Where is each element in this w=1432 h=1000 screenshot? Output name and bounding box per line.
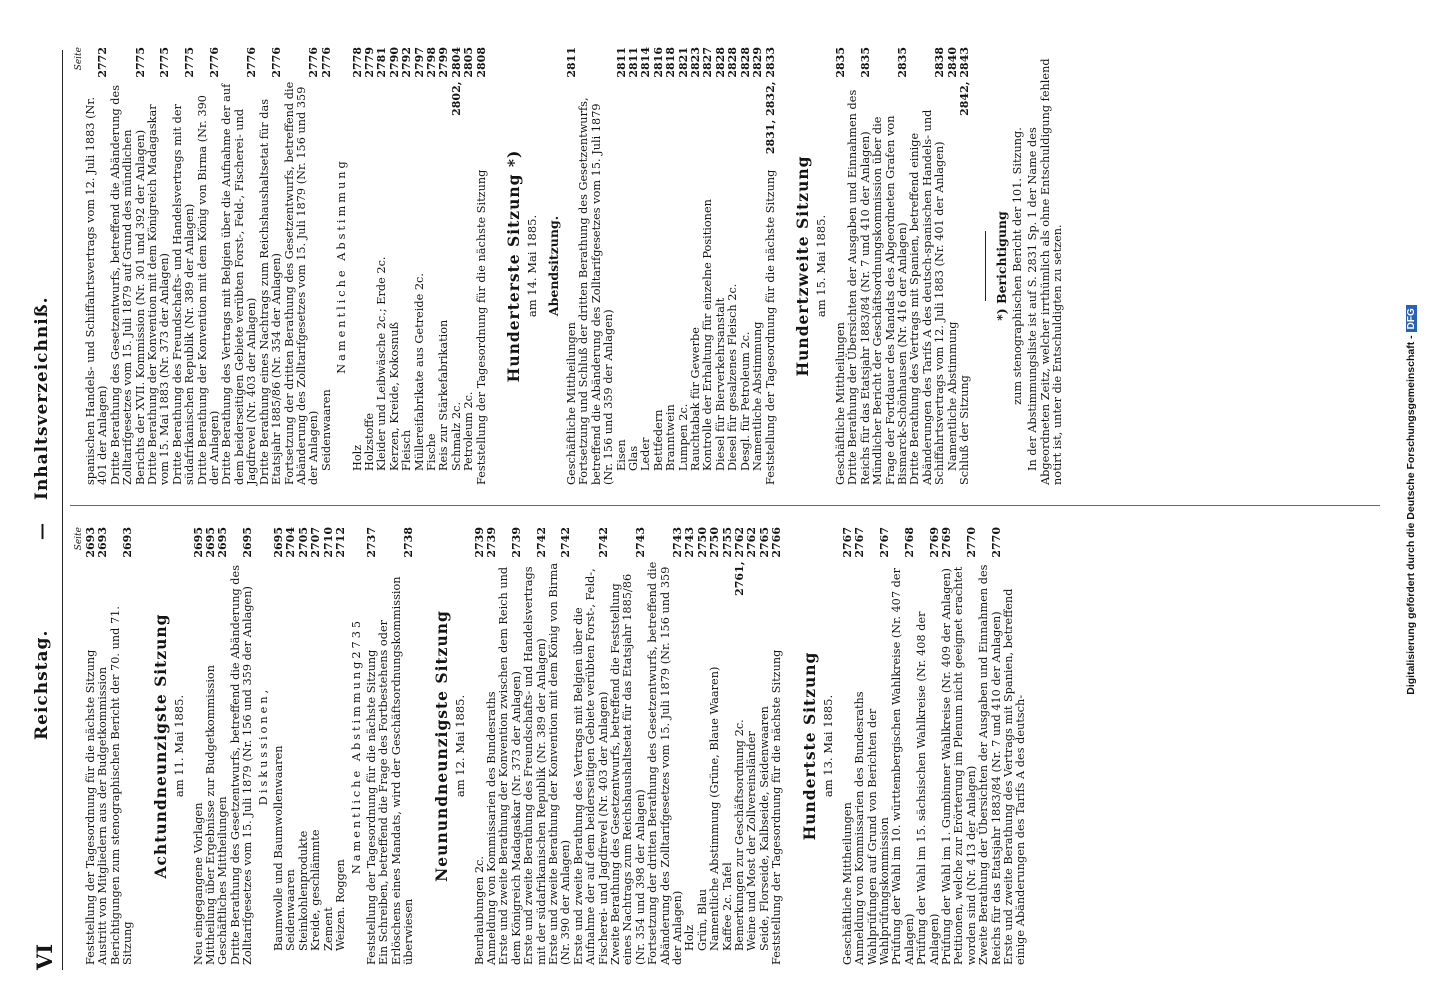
toc-entry-text: Neu eingegangene Vorlagen [191,802,205,965]
toc-entry-text: Holz [683,924,697,951]
toc-entry-text: Berichtigungen zum stenographischen Bericht der 70. und 71. Sitzung [108,606,135,965]
toc-page-number: 2712 [334,527,348,558]
toc-entry-text: Geschäftliche Mittheilungen [833,322,847,485]
toc-page-number: 2828 [726,47,740,78]
toc-page-number: 2695 [241,527,255,558]
toc-entry-text: Diesel für Bierverkehrsanstalt [713,297,727,471]
toc-entry-text: Dritte Berathung der Übersichten der Ausgaben und Einnahmen des Reichs für das Etatsjahr 1883/84 (Nr. 7 und 410 der Anlagen) [846,89,872,485]
toc-entry-text: Bettfedern [651,409,665,471]
toc-entry [578,47,615,485]
toc-entry-text: Feststellung der Tagesordnung für die nächste Sitzung [84,649,97,965]
toc-page-number: 2739 [484,527,498,558]
left-column [74,527,1028,965]
toc-entry [110,47,147,485]
toc-page-number: 2710 [321,527,335,558]
toc-page-number: 2792 [400,47,414,78]
toc-entry-text: Steinkohlenprodukte [296,830,310,951]
toc-subheading [336,47,348,485]
toc-page-number: 2772 [96,47,110,78]
toc-entry-text: Erste und zweite Berathung der Konvention mit dem König von Birma (Nr. 390 der Anlagen) [546,562,573,965]
right-column [74,47,1065,485]
toc-page-number: 2695 [216,527,230,558]
toc-entry-text: Leder [639,437,653,471]
toc-page-number: 2827 [701,47,715,78]
toc-entry-text: Zweite Berathung der Übersichten der Ausgaben und Einnahmen des Reichs für das Etatsjahr 1883/84 (Nr. 7 und 410 der Anlagen) [977,564,1003,965]
toc-entry-text: Erste und zweite Berathung des Vertrags mit Belgien über die Aufnahme der auf dem beiderseitigen Gebiete verübten Forst-, Feld-, Fischerei- und Jagdfrevel (Nr. 403 der Anlagen) [571,568,610,965]
toc-entry-text: Dritte Berathung der Konvention mit dem Königreich Madagaskar vom 15. Mai 1883 (Nr. 373 der Anlagen) [146,104,172,485]
session-title: Hunderterste Sitzung *) [504,149,523,383]
toc-page-number: 2767 [853,527,867,558]
session-title: Hundertzweite Sitzung [792,155,812,377]
toc-page-number: 2835 [895,47,909,78]
toc-page-number: 2823 [689,47,703,78]
dfg-logo: DFG [1406,305,1417,332]
toc-entry-text: Austritt von Mitgliedern aus der Budgetkommission [96,666,110,965]
page-header [32,40,62,970]
toc-entry-text: Kleider und Leibwäsche 2c.; Erde 2c. [375,256,389,471]
session-date: am 13. Mai 1885. [820,694,835,798]
header-rule [62,50,63,970]
digitization-credit [1405,190,1421,810]
toc-entry-text: Diskussionen, [256,686,270,806]
toc-entry [548,527,573,965]
toc-page-number: 2707 [309,527,323,558]
toc-page-number: 2779 [362,47,376,78]
toc-entry [891,527,916,965]
toc-entry [523,527,548,965]
toc-entry [610,527,647,965]
running-head-separator: — [32,523,52,540]
toc-page-number: 2765 [757,527,771,558]
toc-entry [498,527,523,965]
toc-page-number: 2811 [614,47,628,78]
toc-entry [389,47,401,485]
toc-entry-text: Prüfung der Wahl im 10. württembergischen Wahlkreise (Nr. 407 der Anlagen) [890,568,916,965]
toc-entry-text: Dritte Berathung eines Nachtrags zum Reichshaushaltsetat für das Etatsjahr 1885/86 (Nr. 354 der Anlagen) [257,99,284,485]
toc-entry-text: Fortsetzung der dritten Berathung des Gesetzentwurfs, betreffend die Abänderung des Zolltarifgesetzes vom 15. Juli 1879 (Nr. 156 und 359 der Anlagen) [282,81,321,485]
toc-entry-text: Prüfung der Wahl im 15. sächsischen Wahlkreise (Nr. 408 der Anlagen) [915,611,941,965]
entry-list [474,527,784,965]
toc-page-number: 2738 [402,527,416,558]
toc-entry-text: Mündlicher Bericht der Geschäftsordnungskommission über die Frage der Fortdauer des Mandats des Abgeordneten Grafen von Bismarck-Schönhausen (Nr. 416 der Anlagen) [871,115,909,485]
toc-page-number: 2835 [858,47,872,78]
toc-entry-text: Erste und zweite Berathung des Vertrags mit Spanien, betreffend einige Abänderungen des Tarifs A des deutsch- [1001,588,1028,965]
toc-entry-text: Weine und Most der Zollvereinsländer [745,731,759,951]
toc-subheading [258,527,270,965]
toc-entry-text: Namentliche Abstimmung [349,658,363,875]
session-date: am 12. Mai 1885. [452,694,467,798]
toc-entry-text: spanischen Handels- und Schiffahrtsvertrags vom 12. Juli 1883 (Nr. 401 der Anlagen) [84,96,110,485]
toc-page-number: 2829 [751,47,765,78]
toc-page-number: 2704 [284,527,298,558]
toc-page-number: 2693 [96,527,110,558]
toc-page-number: 2742 [559,527,573,558]
entry-list [566,47,777,485]
toc-entry-text: Müllereifabrikate aus Getreide 2c. [412,273,426,471]
toc-entry [916,527,941,965]
running-title: Inhaltsverzeichniß. [32,296,52,500]
seite-label: Seite [74,527,84,551]
toc-entry-text: Weizen. Roggen [334,859,348,951]
toc-page-number: 2816 [651,47,665,78]
toc-page-number: 2767 [877,527,891,558]
toc-page-number: 2775 [158,47,172,78]
toc-entry-text: Zement [321,907,335,951]
toc-page-number: 2778 [350,47,364,78]
toc-entry-text: Schluß der Sitzung [957,375,971,485]
toc-page-number: 2761, 2762 [733,527,747,596]
toc-entry-text: Fortsetzung der dritten Berathung des Gesetzentwurfs, betreffend die Abänderung des Zolltarifgesetzes vom 15. Juli 1879 (Nr. 156 und 359 der Anlagen) [646,561,685,965]
toc-entry-text: Wahlprüfungen auf Grund von Berichten der Wahlprüfungskommission [865,708,891,965]
toc-page-number: 2750 [695,527,709,558]
toc-page-number: 2693 [121,527,135,558]
toc-entry-text: Diesel für gesalzenes Fleisch 2c. [726,283,740,471]
toc-page-number: 2770 [989,527,1003,558]
toc-entry [378,527,415,965]
toc-page-number: 2743 [683,527,697,558]
toc-page-number: 2838 [933,47,947,78]
page-number: VI [32,943,57,970]
toc-page-number: 2776 [208,47,222,78]
toc-page-number: 2835 [833,47,847,78]
toc-entry-text: Petroleum 2c. [462,391,476,471]
session-date: am 15. Mai 1885. [813,214,828,318]
session-title: Neunundneunzigste Sitzung [431,610,451,882]
toc-page-number: 2811 [565,47,578,78]
session-date: am 14. Mai 1885. [525,214,539,318]
toc-entry-text: Fleisch [400,429,414,471]
toc-entry-text: Namentliche Abstimmung (Grüne, Blaue Waaren) [708,666,722,951]
toc-page-number: 2776 [245,47,259,78]
session-title: Hundertste Sitzung [799,651,819,841]
toc-entry-text: Dritte Berathung des Freundschafts- und Handelsvertrags mit der südafrikanischen Republik (Nr. 389 der Anlagen) [170,104,197,485]
toc-entry-text: Namentliche Abstimmung [335,158,349,374]
toc-entry-text: Desgl. für Petroleum 2c. [738,331,752,471]
session-subheading: Abendsitzung. [546,215,561,317]
toc-entry [197,47,222,485]
toc-entry-text: Feststellung der Tagesordnung für die nächste Sitzung [763,169,777,485]
toc-page-number: 2695 [191,527,205,558]
toc-entry-text: Geschäftliche Mittheilungen [840,802,854,965]
toc-page-number: 2798 [424,47,438,78]
toc-entry [147,47,172,485]
footnote-rule [985,231,986,301]
toc-entry-text: Branntwein [664,404,678,471]
toc-entry [230,527,255,965]
toc-page-number: 2743 [633,527,647,558]
toc-page-number: 2767 [840,527,854,558]
toc-entry [628,47,640,485]
toc-entry [847,47,872,485]
toc-entry-text: Fische [424,433,438,471]
toc-entry [647,527,684,965]
toc-entry-text: Erste und zweite Berathung der Konvention zwischen dem Reich und dem Königreich Madagaskar (Nr. 373 der Anlagen) [497,566,523,965]
toc-entry-text: Anmeldung von Kommissarien des Bundesraths [853,691,867,965]
toc-page-number: 2742 [534,527,548,558]
toc-entry-text: Beurlaubungen 2c. [472,856,486,965]
entry-list [193,527,416,965]
toc-page-number: 2705 [296,527,310,558]
seite-label: Seite [74,47,84,71]
toc-entry-text: Reis zur Stärkefabrikation [437,319,451,471]
toc-entry [978,527,1003,965]
toc-page-number: 2739 [472,527,486,558]
toc-page-number: 2776 [270,47,284,78]
toc-page-number: 2742 [596,527,610,558]
toc-page-number: 2695 [204,527,218,558]
toc-entry [110,527,135,965]
toc-page-number: 2811 [627,47,641,78]
toc-page-number: 2695 [272,527,286,558]
session-date: am 11. Mai 1885. [171,694,186,798]
toc-entry-text: Lumpen 2c. [676,403,690,471]
entry-list [85,47,488,485]
toc-entry-text: Seide, Florseide, Kalbseide, Seidenwaaren [757,706,771,951]
toc-page-number: 2821 [676,47,690,78]
toc-page-number: 2799 [437,47,451,78]
toc-entry [259,47,284,485]
toc-entry-text: Seidenwaaren [284,869,298,951]
toc-entry-text: Feststellung der Tagesordnung für die nächste Sitzung [770,649,784,965]
toc-entry-text: Kaffee 2c. Tafel [720,862,734,951]
toc-entry-text: Kerzen, Kreide, Kokosnuß [387,321,401,471]
toc-entry-text: Petitionen, welche zur Erörterung im Plenum nicht geeignet erachtet worden sind (Nr. 413 der Anlagen) [952,566,978,965]
toc-entry-text: Namentliche Abstimmung [945,321,959,471]
toc-entry-text: Anmeldung von Kommissarien des Bundesraths [484,691,498,965]
toc-entry-text: Dritte Berathung des Vertrags mit Spanien, betreffend einige Abänderungen des Tarifs A des deutsch-spanischen Handels- und Schiffahrtsvertrags vom 12. Juli 1883 (Nr. 401 der Anlagen) [908,109,947,485]
toc-page-number: 2693 [84,527,97,558]
toc-entry-text: Dritte Berathung des Gesetzentwurfs, betreffend die Abänderung des Zolltarifgesetzes vom 15. Juli 1879 (Nr. 156 und 359 der Anlagen) [228,564,255,965]
toc-entry [867,527,892,965]
toc-entry [909,47,946,485]
toc-entry-text: Eisen [614,439,628,471]
toc-entry [335,527,347,965]
toc-entry [616,47,628,485]
toc-entry-text: Namentliche Abstimmung [751,321,765,471]
toc-entry-text: Dritte Berathung des Gesetzentwurfs, betreffend die Abänderung des Zolltarifgesetzes vom 15. Juli 1879 auf Grund des mündlichen Berichts der XVII. Kommission (Nr. 301 und 392 der Anlagen) [108,84,147,485]
toc-entry-text: Dritte Berathung der Konvention mit dem König von Birma (Nr. 390 der Anlagen) [195,95,222,485]
toc-page-number: 2739 [509,527,523,558]
toc-entry [872,47,909,485]
toc-page-number: 2842, 2843 [957,47,971,116]
toc-entry [310,527,322,965]
toc-page-number: 2768 [902,527,916,558]
toc-entry [765,47,777,485]
toc-entry-text: Geschäftliche Mittheilungen [565,322,578,485]
toc-entry-text: Prüfung der Wahl im 1. Gumbinner Wahlkreise (Nr. 409 der Anlagen) [939,568,953,965]
toc-page-number: 2776 [319,47,333,78]
toc-page-number: 2802, 2804 [449,47,463,116]
toc-page-number: 2828 [713,47,727,78]
toc-page-number: 2775 [133,47,147,78]
toc-entry-text: Glas [627,445,641,471]
toc-page-number: 2797 [412,47,426,78]
toc-entry-text: Erste und zweite Berathung des Freundschafts- und Handelsvertrags mit der südafrikanischen Republik (Nr. 389 der Anlagen) [522,566,548,965]
toc-entry [284,47,321,485]
toc-page-number: 2735 [349,617,363,659]
toc-page-number: 2808 [474,47,488,78]
session-title: Achtundneunzigste Sitzung [150,613,170,879]
footnote-title: *) Berichtigung [994,211,1010,321]
toc-entry-text: Dritte Berathung des Vertrags mit Belgien über die Aufnahme der auf dem beiderseitigen Gebiete verübten Forst-, Feld-, Fischerei- und Jagdfrevel (Nr. 403 der Anlagen) [220,83,259,485]
toc-entry-text: Holzstoffe [362,412,376,471]
toc-page-number: 2750 [708,527,722,558]
toc-entry-text: Rauchtabak für Gewerbe [689,327,703,471]
toc-entry [85,47,110,485]
toc-entry-text: Grün, Blau [695,888,709,951]
toc-page-number: 2743 [671,527,685,558]
toc-entry-text: Ein Schreiben, betreffend die Frage des Fortbestehens oder Erlöschens eines Mandats, wird der Geschäftsordnungskommission überwiesen [377,576,416,965]
toc-entry [321,47,333,485]
toc-page-number: 2805 [462,47,476,78]
toc-entry [414,47,426,485]
running-head: Reichstag. [32,629,52,740]
toc-page-number: 2770 [964,527,978,558]
toc-entry [172,47,197,485]
entry-list [85,527,135,965]
toc-entry-text: Baumwolle und Baumwollenwaaren [272,745,286,951]
toc-entry-text: Bemerkungen zur Geschäftsordnung 2c. [733,719,747,951]
toc-entry [1003,527,1028,965]
footnote-text: In der Abstimmungsliste ist auf S. 2831 Sp. 1 der Name des Abgeordneten Zeitz, welcher irrthümlich als ohne Entschuldigung fehlend notirt ist, unter die Entschuldigten zu setzen. [1026,58,1065,485]
toc-entry-text: Schmalz 2c. [449,401,463,471]
toc-entry [953,527,978,965]
toc-page-number: 2776 [307,47,321,78]
toc-page-number: 2840 [945,47,959,78]
toc-page-number: 2769 [939,527,953,558]
toc-entry-text: Holz [350,444,364,471]
toc-page-number: 2781 [375,47,389,78]
toc-entry-text: Kontrolle der Erhaltung für einzelne Positionen [701,199,715,471]
toc-entry-text: Kreide, geschlämmte [309,829,323,951]
toc-page-number: 2762 [745,527,759,558]
toc-page-number: 2814 [639,47,653,78]
column-divider [70,505,1380,506]
toc-entry-text: Zweite Berathung des Gesetzentwurfs, betreffend die Feststellung eines Nachtrags zum Reichshaushaltsetat für das Etatsjahr 1885/86 (Nr. 354 und 398 der Anlagen) [609,573,647,965]
toc-entry-text: Geschäftliches Mittheilungen [216,796,230,965]
toc-page-number: 2775 [183,47,197,78]
toc-page-number: 2755 [720,527,734,558]
toc-entry-text: Fortsetzung und Schluß der dritten Berathung des Gesetzentwurfs, betreffend die Abänderung des Zolltarifgesetzes vom 15. Juli 1879 (Nr. 156 und 359 der Anlagen) [577,97,616,485]
toc-page-number: 2831, 2832, 2833 [763,47,777,155]
entry-list [842,527,1028,965]
toc-subheading [351,527,363,965]
footnote-subtitle: zum stenographischen Bericht der 101. Sitzung. [1011,127,1025,405]
toc-page-number: 2766 [770,527,784,558]
toc-page-number: 2737 [364,527,378,558]
entry-list [835,47,971,485]
toc-page-number: 2769 [927,527,941,558]
toc-page-number: 2828 [738,47,752,78]
toc-entry-text: Seidenwaaren [319,389,333,471]
credit-text: Digitalisierung gefördert durch die Deutsche Forschungsgemeinschaft - [1405,335,1417,695]
toc-entry-text: Mittheilung über Ergebnisse zur Budgetkommission [204,664,218,965]
toc-entry [221,47,258,485]
toc-entry [476,47,488,485]
toc-entry [573,527,610,965]
toc-entry-text: Feststellung der Tagesordnung für die nächste Sitzung [364,649,378,965]
toc-entry [959,47,971,485]
toc-page-number: 2790 [387,47,401,78]
toc-page-number: 2818 [664,47,678,78]
toc-entry-text: Feststellung der Tagesordnung für die nächste Sitzung [474,169,488,485]
toc-entry [771,527,783,965]
